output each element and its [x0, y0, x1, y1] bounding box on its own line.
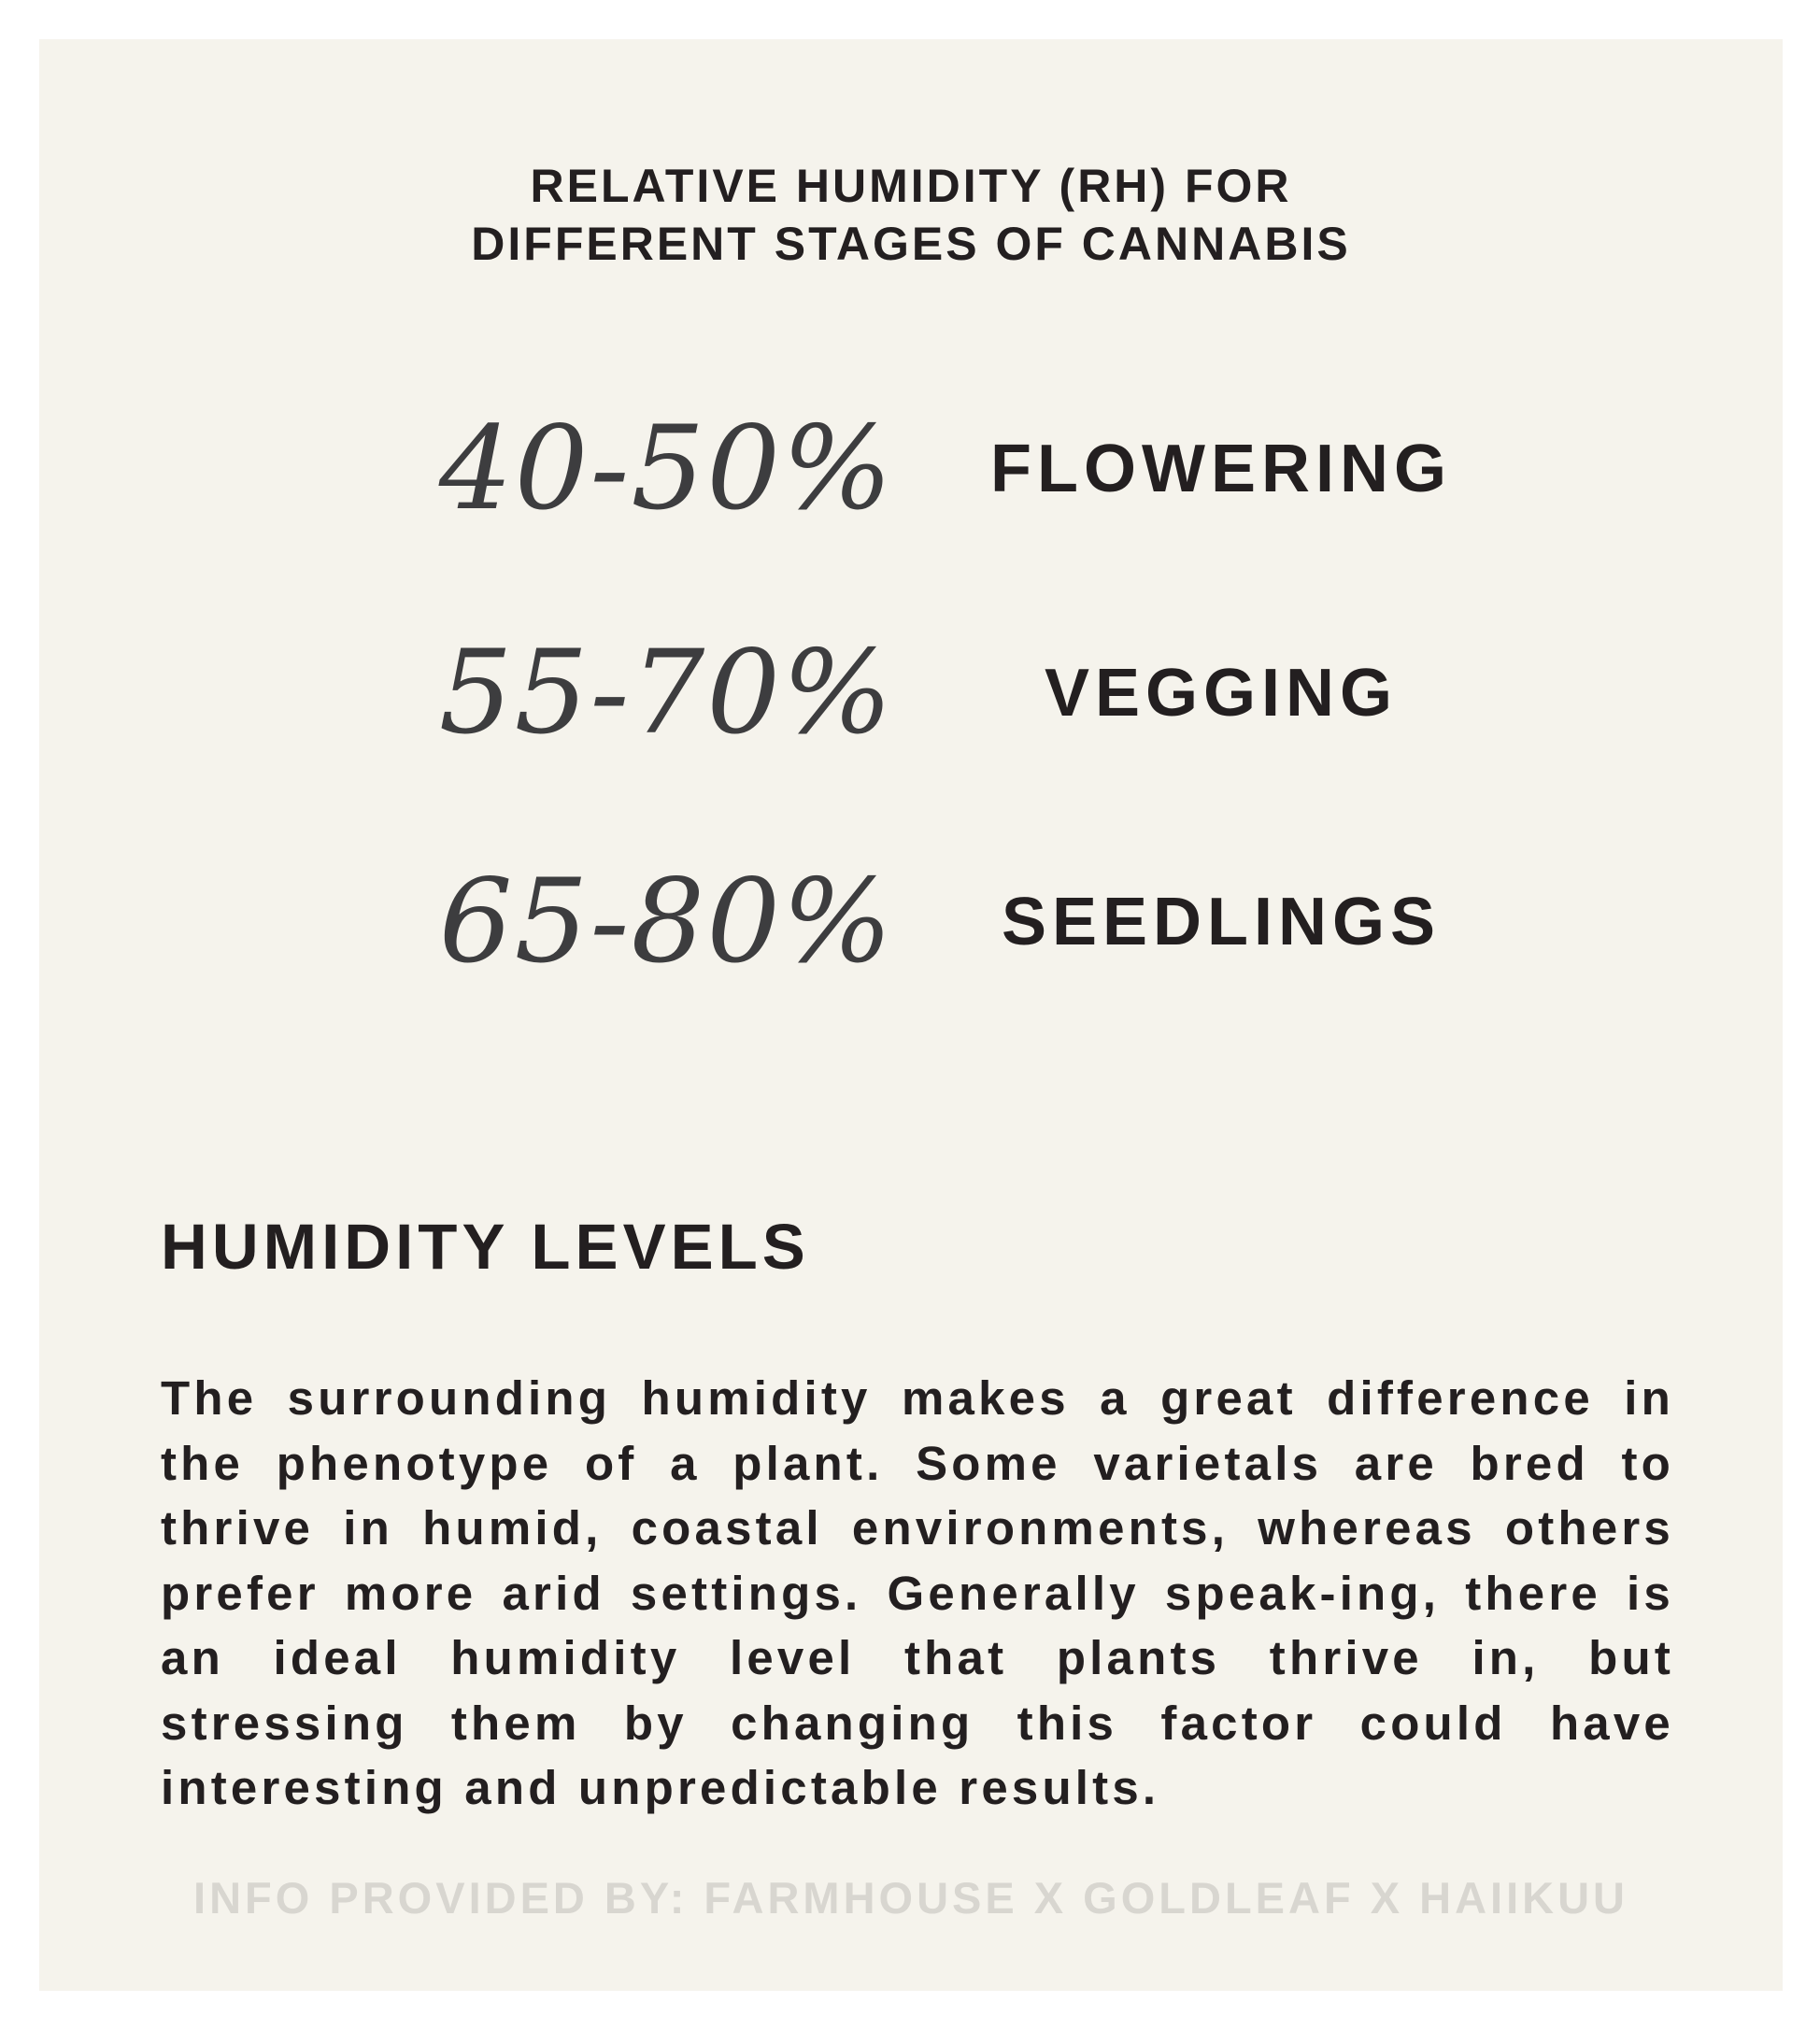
humidity-range: 55-70%	[438, 626, 894, 760]
title-line-1: RELATIVE HUMIDITY (RH) FOR	[530, 160, 1292, 212]
stage-label: VEGGING	[1044, 656, 1399, 731]
section-heading: HUMIDITY LEVELS	[161, 1211, 810, 1283]
humidity-row-vegging	[39, 623, 1783, 763]
page-title	[39, 157, 1783, 273]
stage-label: FLOWERING	[990, 432, 1452, 506]
stage-label: SEEDLINGS	[1001, 885, 1442, 959]
humidity-row-seedlings	[39, 852, 1783, 992]
humidity-row-flowering	[39, 399, 1783, 539]
humidity-range: 65-80%	[438, 855, 894, 989]
source-credit: INFO PROVIDED BY: FARMHOUSE X GOLDLEAF X HAIIKUU	[193, 1873, 1628, 1923]
title-line-2: DIFFERENT STAGES OF CANNABIS	[471, 218, 1351, 270]
humidity-range: 40-50%	[438, 402, 894, 536]
info-card	[39, 39, 1783, 1991]
section-body: The surrounding humidity makes a great difference in the phenotype of a plant. Some varietals are bred to thrive in humid, coastal environments, whereas others prefer more arid settings. Generally speak-ing, there is an ideal humidity level that plants thrive in, but stressing them by changing this factor could have interesting and unpredictable results.	[161, 1371, 1674, 1814]
